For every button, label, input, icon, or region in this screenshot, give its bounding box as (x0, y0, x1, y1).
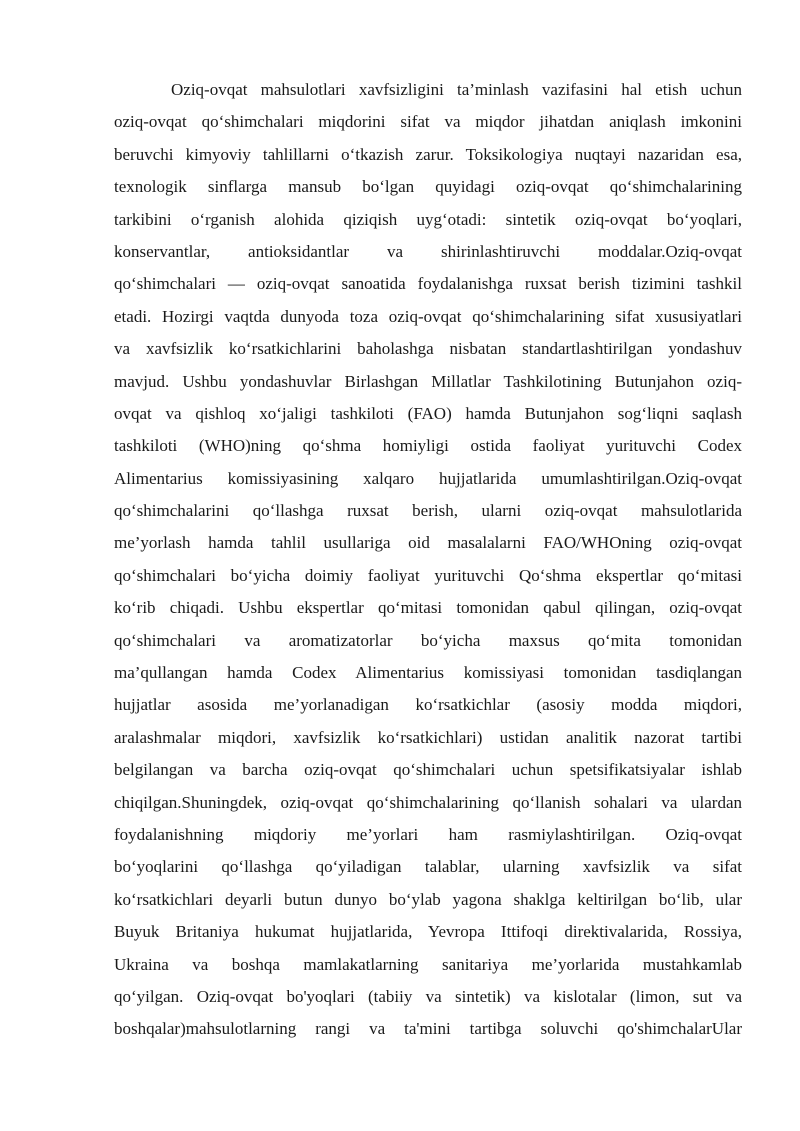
text-line: Ukraina va boshqa mamlakatlarning sanitariya me’yorlarida mustahkamlab (114, 954, 742, 974)
text-line: qo‘shimchalari bo‘yicha doimiy faoliyat yurituvchi Qo‘shma ekspertlar qo‘mitasi (114, 565, 742, 585)
text-line: ko‘rsatkichlari deyarli butun dunyo bo‘ylab yagona shaklga keltirilgan bo‘lib, ular (114, 889, 742, 909)
text-line: qo‘yilgan. Oziq-ovqat bo'yoqlari (tabiiy va sintetik) va kislotalar (limon, sut va (114, 986, 742, 1006)
text-line: va xavfsizlik ko‘rsatkichlarini baholashga nisbatan standartlashtirilgan yondashuv (114, 339, 742, 359)
text-line: bo‘yoqlarini qo‘llashga qo‘yiladigan talablar, ularning xavfsizlik va sifat (114, 857, 742, 877)
text-line: konservantlar, antioksidantlar va shirinlashtiruvchi moddalar.Oziq-ovqat (114, 241, 742, 261)
text-line: qo‘shimchalari va aromatizatorlar bo‘yicha maxsus qo‘mita tomonidan (114, 630, 742, 650)
text-line: tashkiloti (WHO)ning qo‘shma homiyligi ostida faoliyat yurituvchi Codex (114, 436, 742, 456)
text-line: ovqat va qishloq xo‘jaligi tashkiloti (FAO) hamda Butunjahon sog‘liqni saqlash (114, 403, 742, 423)
text-line: qo‘shimchalari — oziq-ovqat sanoatida foydalanishga ruxsat berish tizimini tashkil (114, 274, 742, 294)
text-line: ma’qullangan hamda Codex Alimentarius komissiyasi tomonidan tasdiqlangan (114, 663, 742, 683)
text-line: mavjud. Ushbu yondashuvlar Birlashgan Millatlar Tashkilotining Butunjahon oziq- (114, 371, 742, 391)
document-page (114, 74, 742, 1046)
text-line: foydalanishning miqdoriy me’yorlari ham rasmiylashtirilgan. Oziq-ovqat (114, 824, 742, 844)
text-line: Alimentarius komissiyasining xalqaro hujjatlarida umumlashtirilgan.Oziq-ovqat (114, 468, 742, 488)
text-line: tarkibini o‘rganish alohida qiziqish uyg‘otadi: sintetik oziq-ovqat bo‘yoqlari, (114, 209, 742, 229)
text-line: Buyuk Britaniya hukumat hujjatlarida, Yevropa Ittifoqi direktivalarida, Rossiya, (114, 922, 742, 942)
text-line: chiqilgan.Shuningdek, oziq-ovqat qo‘shimchalarining qo‘llanish sohalari va ulardan (114, 792, 742, 812)
text-line: belgilangan va barcha oziq-ovqat qo‘shimchalari uchun spetsifikatsiyalar ishlab (114, 760, 742, 780)
text-line: qo‘shimchalarini qo‘llashga ruxsat berish, ularni oziq-ovqat mahsulotlarida (114, 501, 742, 521)
text-line: texnologik sinflarga mansub bo‘lgan quyidagi oziq-ovqat qo‘shimchalarining (114, 177, 742, 197)
text-line: boshqalar)mahsulotlarning rangi va ta'mini tartibga soluvchi qo'shimchalarUlar (114, 1019, 742, 1039)
text-line: hujjatlar asosida me’yorlanadigan ko‘rsatkichlar (asosiy modda miqdori, (114, 695, 742, 715)
text-line: Oziq-ovqat mahsulotlari xavfsizligini ta’minlash vazifasini hal etish uchun (171, 80, 742, 99)
text-line: beruvchi kimyoviy tahlillarni o‘tkazish zarur. Toksikologiya nuqtayi nazaridan esa, (114, 144, 742, 164)
text-line: ko‘rib chiqadi. Ushbu ekspertlar qo‘mitasi tomonidan qabul qilingan, oziq-ovqat (114, 598, 742, 618)
text-line: etadi. Hozirgi vaqtda dunyoda toza oziq-ovqat qo‘shimchalarining sifat xususiyatlari (114, 306, 742, 326)
text-line: aralashmalar miqdori, xavfsizlik ko‘rsatkichlari) ustidan analitik nazorat tartibi (114, 727, 742, 747)
text-line: oziq-ovqat qo‘shimchalari miqdorini sifat va miqdor jihatdan aniqlash imkonini (114, 112, 742, 132)
text-line: me’yorlash hamda tahlil usullariga oid masalalarni FAO/WHOning oziq-ovqat (114, 533, 742, 553)
